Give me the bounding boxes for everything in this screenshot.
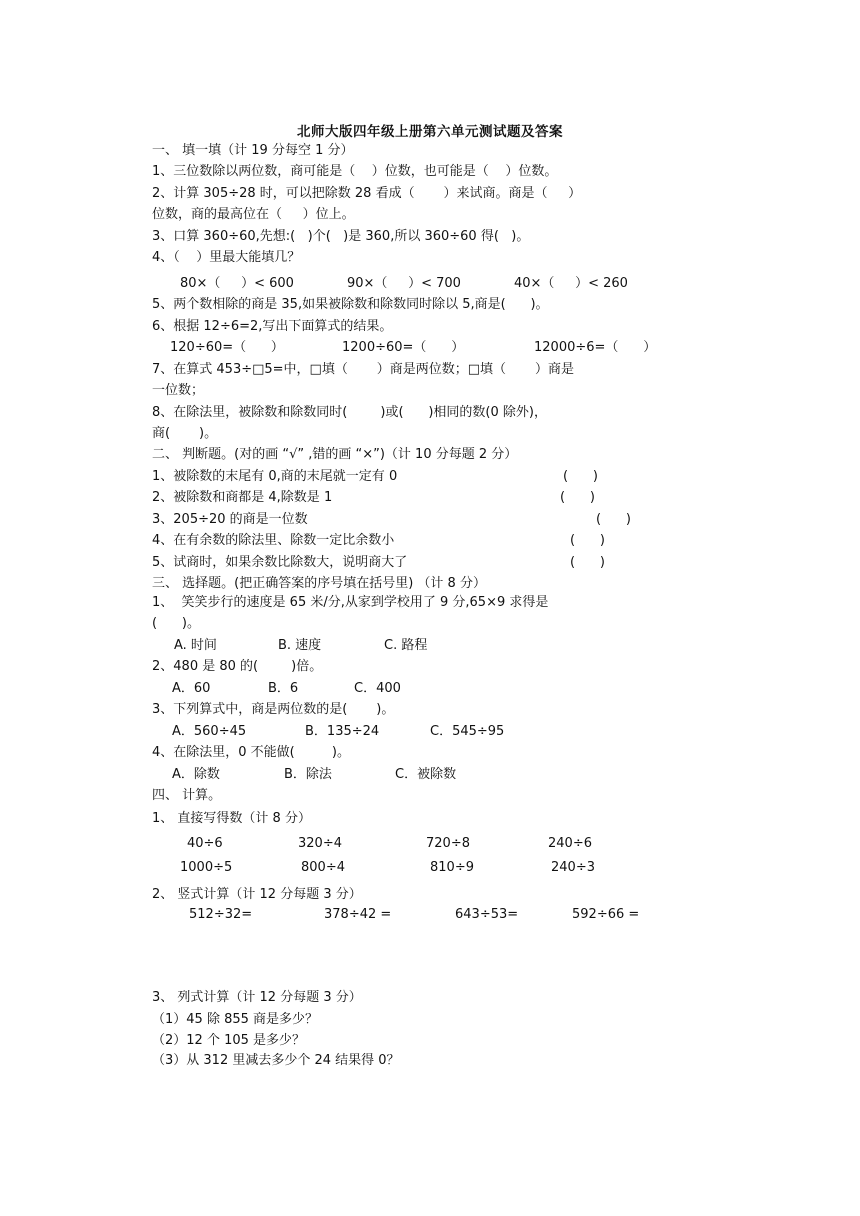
s1-q4-item-2: 90×（ ）< 700: [347, 276, 461, 291]
section1-heading: 一、 填一填（计 19 分每空 1 分）: [152, 143, 354, 158]
s1-line-6: 5、两个数相除的商是 35,如果被除数和除数同时除以 5,商是( )。: [152, 297, 549, 312]
word-problem-2: （2）12 个 105 是多少？: [152, 1033, 306, 1048]
s3-q4-option-c: C．被除数: [395, 767, 457, 782]
section3-heading: 三、 选择题。(把正确答案的序号填在括号里) （计 8 分）: [152, 576, 486, 591]
s3-q2-option-a: A．60: [172, 681, 211, 696]
vertical-3: 643÷53=: [455, 907, 519, 922]
s1-line-3: 位数，商的最高位在（ ）位上。: [152, 207, 355, 222]
s1-line-2: 2、计算 305÷28 时，可以把除数 28 看成（ ）来试商。商是（ ）: [152, 186, 582, 201]
oral-2-4: 240÷3: [551, 860, 595, 875]
oral-2-3: 810÷9: [430, 860, 474, 875]
s1-line-1: 1、三位数除以两位数，商可能是（ ）位数，也可能是（ ）位数。: [152, 164, 558, 179]
oral-2-1: 1000÷5: [180, 860, 233, 875]
s2-item-5: 5、试商时，如果余数比除数大，说明商大了: [152, 555, 408, 570]
vertical-1: 512÷32=: [189, 907, 253, 922]
s1-line-4: 3、口算 360÷60,先想:( )个( )是 360,所以 360÷60 得( )。: [152, 229, 530, 244]
s2-item-2-blank: ( ): [560, 490, 595, 505]
s1-line-5: 4、（ ）里最大能填几？: [152, 250, 301, 265]
s1-q6-item-1: 120÷60=（ ）: [170, 340, 284, 355]
s1-line-11: 商( )。: [152, 426, 218, 441]
s1-q6-item-2: 1200÷60=（ ）: [342, 340, 465, 355]
vertical-4: 592÷66 =: [572, 907, 640, 922]
s4-sub3: 3、 列式计算（计 12 分每题 3 分）: [152, 990, 362, 1005]
s3-q1-option-a: A. 时间: [174, 638, 217, 653]
s3-q1-line-b: ( )。: [152, 616, 200, 631]
s3-q2-option-b: B．6: [268, 681, 299, 696]
s3-q3: 3、下列算式中，商是两位数的是( )。: [152, 702, 395, 717]
word-problem-1: （1）45 除 855 商是多少？: [152, 1012, 319, 1027]
s1-q6-item-3: 12000÷6=（ ）: [534, 340, 657, 355]
s2-item-2: 2、被除数和商都是 4,除数是 1: [152, 490, 333, 505]
oral-1-1: 40÷6: [187, 836, 223, 851]
s3-q3-option-c: C．545÷95: [430, 724, 505, 739]
page-title: 北师大版四年级上册第六单元测试题及答案: [297, 124, 563, 140]
s1-line-7: 6、根据 12÷6=2,写出下面算式的结果。: [152, 319, 393, 334]
s3-q1-option-c: C. 路程: [384, 638, 428, 653]
s1-line-9: 一位数；: [152, 383, 205, 398]
s3-q4-option-a: A．除数: [172, 767, 220, 782]
s3-q2: 2、480 是 80 的( )倍。: [152, 659, 323, 674]
s3-q4-option-b: B．除法: [284, 767, 332, 782]
s2-item-4-blank: ( ): [570, 533, 605, 548]
s1-q4-item-1: 80×（ ）< 600: [180, 276, 294, 291]
oral-1-2: 320÷4: [298, 836, 342, 851]
s4-sub1: 1、 直接写得数（计 8 分）: [152, 811, 311, 826]
vertical-2: 378÷42 =: [324, 907, 392, 922]
s2-item-1: 1、被除数的末尾有 0,商的末尾就一定有 0: [152, 469, 398, 484]
oral-1-3: 720÷8: [426, 836, 470, 851]
s2-item-5-blank: ( ): [570, 555, 605, 570]
section2-heading: 二、 判断题。(对的画 “√” ,错的画 “×”)（计 10 分每题 2 分）: [152, 447, 518, 462]
s3-q3-option-a: A．560÷45: [172, 724, 247, 739]
s4-sub2: 2、 竖式计算（计 12 分每题 3 分）: [152, 887, 362, 902]
s3-q4: 4、在除法里，0 不能做( )。: [152, 745, 351, 760]
s2-item-3: 3、205÷20 的商是一位数: [152, 512, 308, 527]
s1-line-8: 7、在算式 453÷□5=中，□填（ ）商是两位数；□填（ ）商是: [152, 362, 574, 377]
s1-line-10: 8、在除法里，被除数和除数同时( )或( )相同的数(0 除外)，: [152, 405, 547, 420]
s1-q4-item-3: 40×（ ）< 260: [514, 276, 628, 291]
s3-q2-option-c: C．400: [354, 681, 401, 696]
oral-2-2: 800÷4: [301, 860, 345, 875]
s3-q3-option-b: B．135÷24: [305, 724, 380, 739]
s2-item-3-blank: ( ): [596, 512, 631, 527]
s3-q1-line-a: 1、 笑笑步行的速度是 65 米/分,从家到学校用了 9 分,65×9 求得是: [152, 595, 549, 610]
s3-q1-option-b: B. 速度: [278, 638, 322, 653]
oral-1-4: 240÷6: [548, 836, 592, 851]
word-problem-3: （3）从 312 里减去多少个 24 结果得 0？: [152, 1053, 400, 1068]
section4-heading: 四、 计算。: [152, 788, 222, 803]
s2-item-4: 4、在有余数的除法里、除数一定比余数小: [152, 533, 395, 548]
s2-item-1-blank: ( ): [563, 469, 598, 484]
